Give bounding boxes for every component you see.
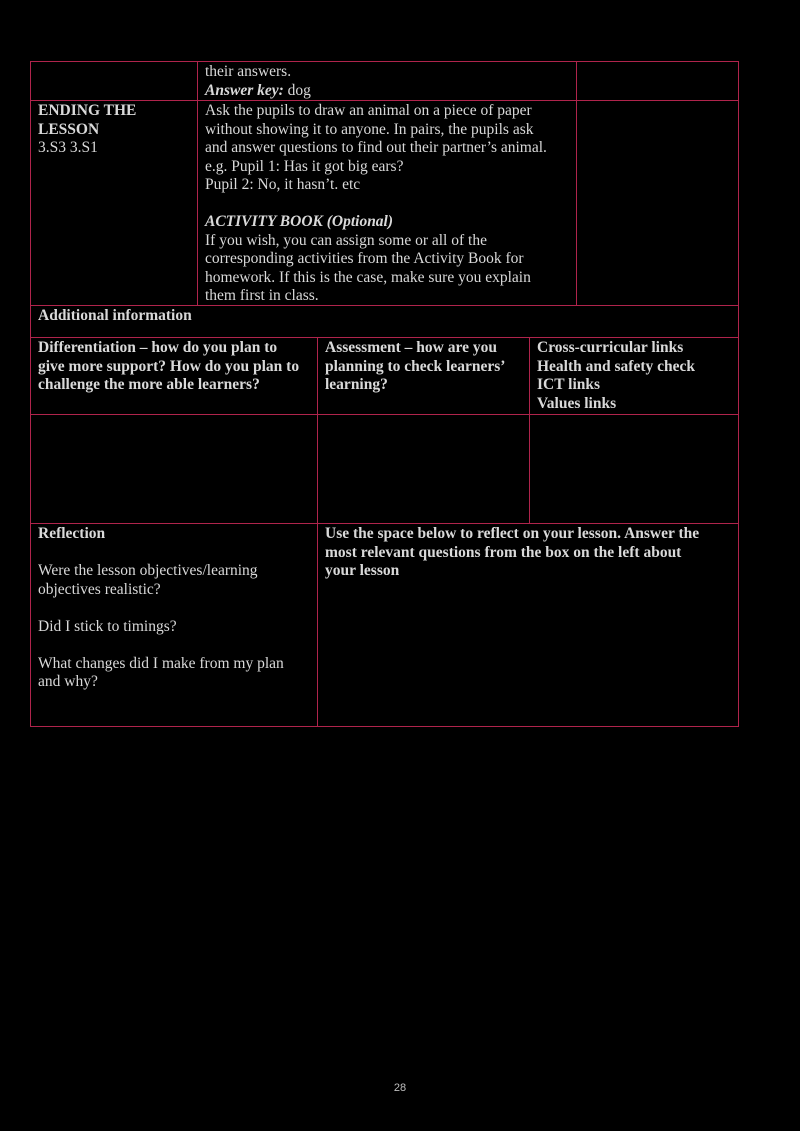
differentiation-line: give more support? How do you plan to	[38, 357, 300, 375]
ending-resources-cell	[576, 100, 739, 306]
differentiation-header	[30, 337, 318, 415]
links-line: Health and safety check	[537, 357, 696, 375]
answer-key-line	[205, 82, 569, 101]
spacer	[38, 544, 310, 563]
additional-info-title: Additional information	[38, 307, 192, 324]
assessment-answer-cell[interactable]	[317, 414, 530, 524]
links-line: Values links	[537, 394, 617, 412]
spacer	[205, 195, 569, 214]
differentiation-answer-cell[interactable]	[30, 414, 318, 524]
reflection-questions-cell	[30, 523, 318, 727]
spacer	[38, 636, 310, 655]
activity-text: their answers.	[205, 63, 292, 80]
activity-line: without showing it to anyone. In pairs, the pupils ask	[205, 120, 534, 138]
ending-stage-cell	[30, 100, 198, 306]
stage-title-line2: LESSON	[38, 120, 100, 138]
assessment-line: planning to check learners’	[325, 357, 506, 375]
stage-cell-continued	[30, 61, 198, 101]
stage-title-line1: ENDING THE	[38, 102, 137, 119]
reflection-title: Reflection	[38, 525, 106, 542]
page-number: 28	[393, 1082, 407, 1094]
ending-activity-cell	[197, 100, 577, 306]
assessment-line: learning?	[325, 376, 388, 393]
differentiation-line: Differentiation – how do you plan to	[38, 339, 278, 356]
reflection-question: Did I stick to timings?	[38, 617, 177, 635]
activity-book-line: homework. If this is the case, make sure you explain	[205, 268, 531, 286]
differentiation-line: challenge the more able learners?	[38, 376, 260, 393]
spacer	[38, 599, 310, 618]
activity-book-line: them first in class.	[205, 287, 319, 304]
reflection-prompt-line: Use the space below to reflect on your lesson. Answer the	[325, 525, 700, 542]
answer-key-value: dog	[283, 81, 311, 99]
links-header	[529, 337, 739, 415]
reflection-question: Were the lesson objectives/learning	[38, 562, 258, 579]
activity-line: Pupil 2: No, it hasn’t. etc	[205, 176, 361, 193]
reflection-prompt-line: most relevant questions from the box on the left about	[325, 543, 682, 561]
activity-book-heading: ACTIVITY BOOK (Optional)	[205, 213, 394, 230]
links-line: ICT links	[537, 376, 601, 393]
answer-key-label: Answer key:	[205, 81, 284, 99]
activity-book-line: corresponding activities from the Activity Book for	[205, 250, 524, 267]
stage-codes: 3.S3 3.S1	[38, 139, 98, 156]
activity-line: e.g. Pupil 1: Has it got big ears?	[205, 157, 404, 175]
reflection-question: and why?	[38, 673, 98, 690]
additional-info-header	[30, 305, 739, 338]
activity-cell-continued	[197, 61, 577, 101]
links-answer-cell[interactable]	[529, 414, 739, 524]
resources-cell-continued	[576, 61, 739, 101]
activity-line: and answer questions to find out their partner’s animal.	[205, 139, 547, 156]
reflection-question: objectives realistic?	[38, 580, 161, 598]
reflection-response-cell[interactable]	[317, 523, 739, 727]
activity-book-line: If you wish, you can assign some or all of the	[205, 231, 487, 249]
reflection-question: What changes did I make from my plan	[38, 654, 284, 672]
assessment-header	[317, 337, 530, 415]
links-line: Cross-curricular links	[537, 339, 684, 356]
assessment-line: Assessment – how are you	[325, 339, 497, 356]
reflection-prompt-line: your lesson	[325, 562, 400, 579]
activity-line: Ask the pupils to draw an animal on a piece of paper	[205, 102, 532, 119]
